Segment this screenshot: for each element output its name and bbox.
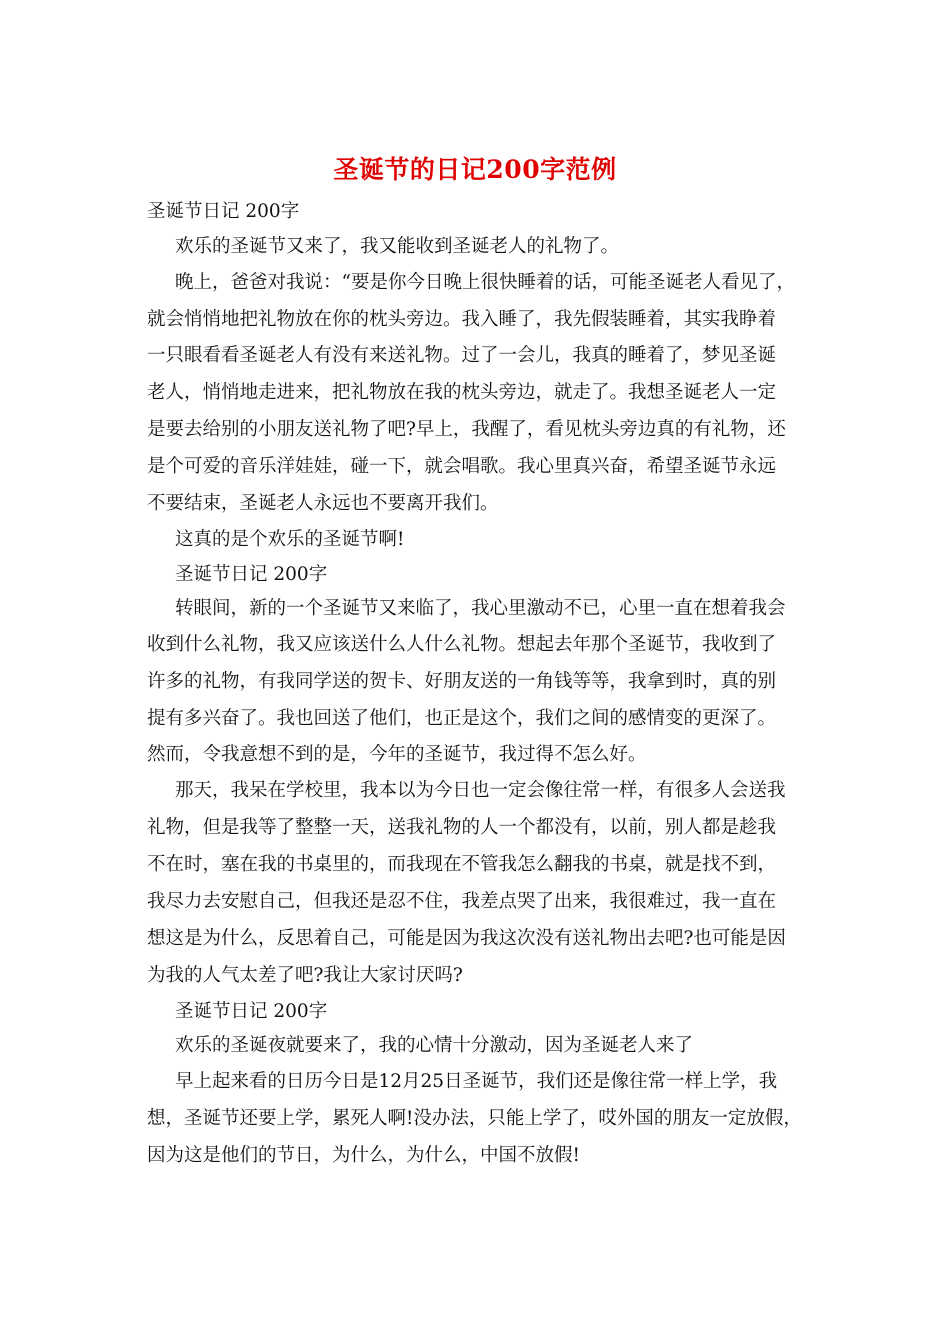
paragraph-line: 想这是为什么，反思着自己，可能是因为我这次没有送礼物出去吧?也可能是因 [147,928,786,949]
paragraph-line: 早上起来看的日历今日是12月25日圣诞节，我们还是像往常一样上学，我 [175,1071,778,1092]
paragraph-line: 就会悄悄地把礼物放在你的枕头旁边。我入睡了，我先假装睡着，其实我睁着 [147,309,777,330]
paragraph-line: 不要结束，圣诞老人永远也不要离开我们。 [147,493,499,514]
paragraph-line: 礼物，但是我等了整整一天，送我礼物的人一个都没有，以前，别人都是趁我 [147,817,777,838]
paragraph-line: 是个可爱的音乐洋娃娃，碰一下，就会唱歌。我心里真兴奋，希望圣诞节永远 [147,456,777,477]
paragraph-line: 一只眼看看圣诞老人有没有来送礼物。过了一会儿，我真的睡着了，梦见圣诞 [147,345,777,366]
paragraph-line: 为我的人气太差了吧?我让大家讨厌吗? [147,965,463,986]
paragraph-line: 转眼间，新的一个圣诞节又来临了，我心里激动不已，心里一直在想着我会 [175,598,786,619]
paragraph-line: 不在时，塞在我的书桌里的，而我现在不管我怎么翻我的书桌，就是找不到， [147,854,777,875]
paragraph-line: 晚上，爸爸对我说：“要是你今日晚上很快睡着的话，可能圣诞老人看见了， [175,272,795,293]
paragraph-line: 是要去给别的小朋友送礼物了吧?早上，我醒了，看见枕头旁边真的有礼物，还 [147,419,786,440]
section-heading-1: 圣诞节日记 200字 [147,201,300,222]
section-heading-3: 圣诞节日记 200字 [175,1001,328,1022]
section-heading-2: 圣诞节日记 200字 [175,564,328,585]
paragraph-line: 我尽力去安慰自己，但我还是忍不住，我差点哭了出来，我很难过，我一直在 [147,891,777,912]
paragraph-line: 因为这是他们的节日，为什么，为什么，中国不放假! [147,1145,580,1166]
paragraph-line: 老人，悄悄地走进来，把礼物放在我的枕头旁边，就走了。我想圣诞老人一定 [147,382,777,403]
paragraph-line: 这真的是个欢乐的圣诞节啊! [175,529,405,550]
paragraph-line: 想，圣诞节还要上学，累死人啊!没办法，只能上学了，哎外国的朋友一定放假， [147,1108,802,1129]
paragraph-line: 那天，我呆在学校里，我本以为今日也一定会像往常一样，有很多人会送我 [175,780,786,801]
document-title: 圣诞节的日记200字范例 [333,155,617,184]
paragraph-line: 欢乐的圣诞夜就要来了，我的心情十分激动，因为圣诞老人来了 [175,1035,694,1056]
paragraph-line: 收到什么礼物，我又应该送什么人什么礼物。想起去年那个圣诞节，我收到了 [147,634,777,655]
paragraph-line: 然而，令我意想不到的是，今年的圣诞节，我过得不怎么好。 [147,744,647,765]
paragraph-line: 提有多兴奋了。我也回送了他们，也正是这个，我们之间的感情变的更深了。 [147,708,777,729]
paragraph-line: 许多的礼物，有我同学送的贺卡、好朋友送的一角钱等等，我拿到时，真的别 [147,671,777,692]
paragraph-line: 欢乐的圣诞节又来了，我又能收到圣诞老人的礼物了。 [175,236,620,257]
